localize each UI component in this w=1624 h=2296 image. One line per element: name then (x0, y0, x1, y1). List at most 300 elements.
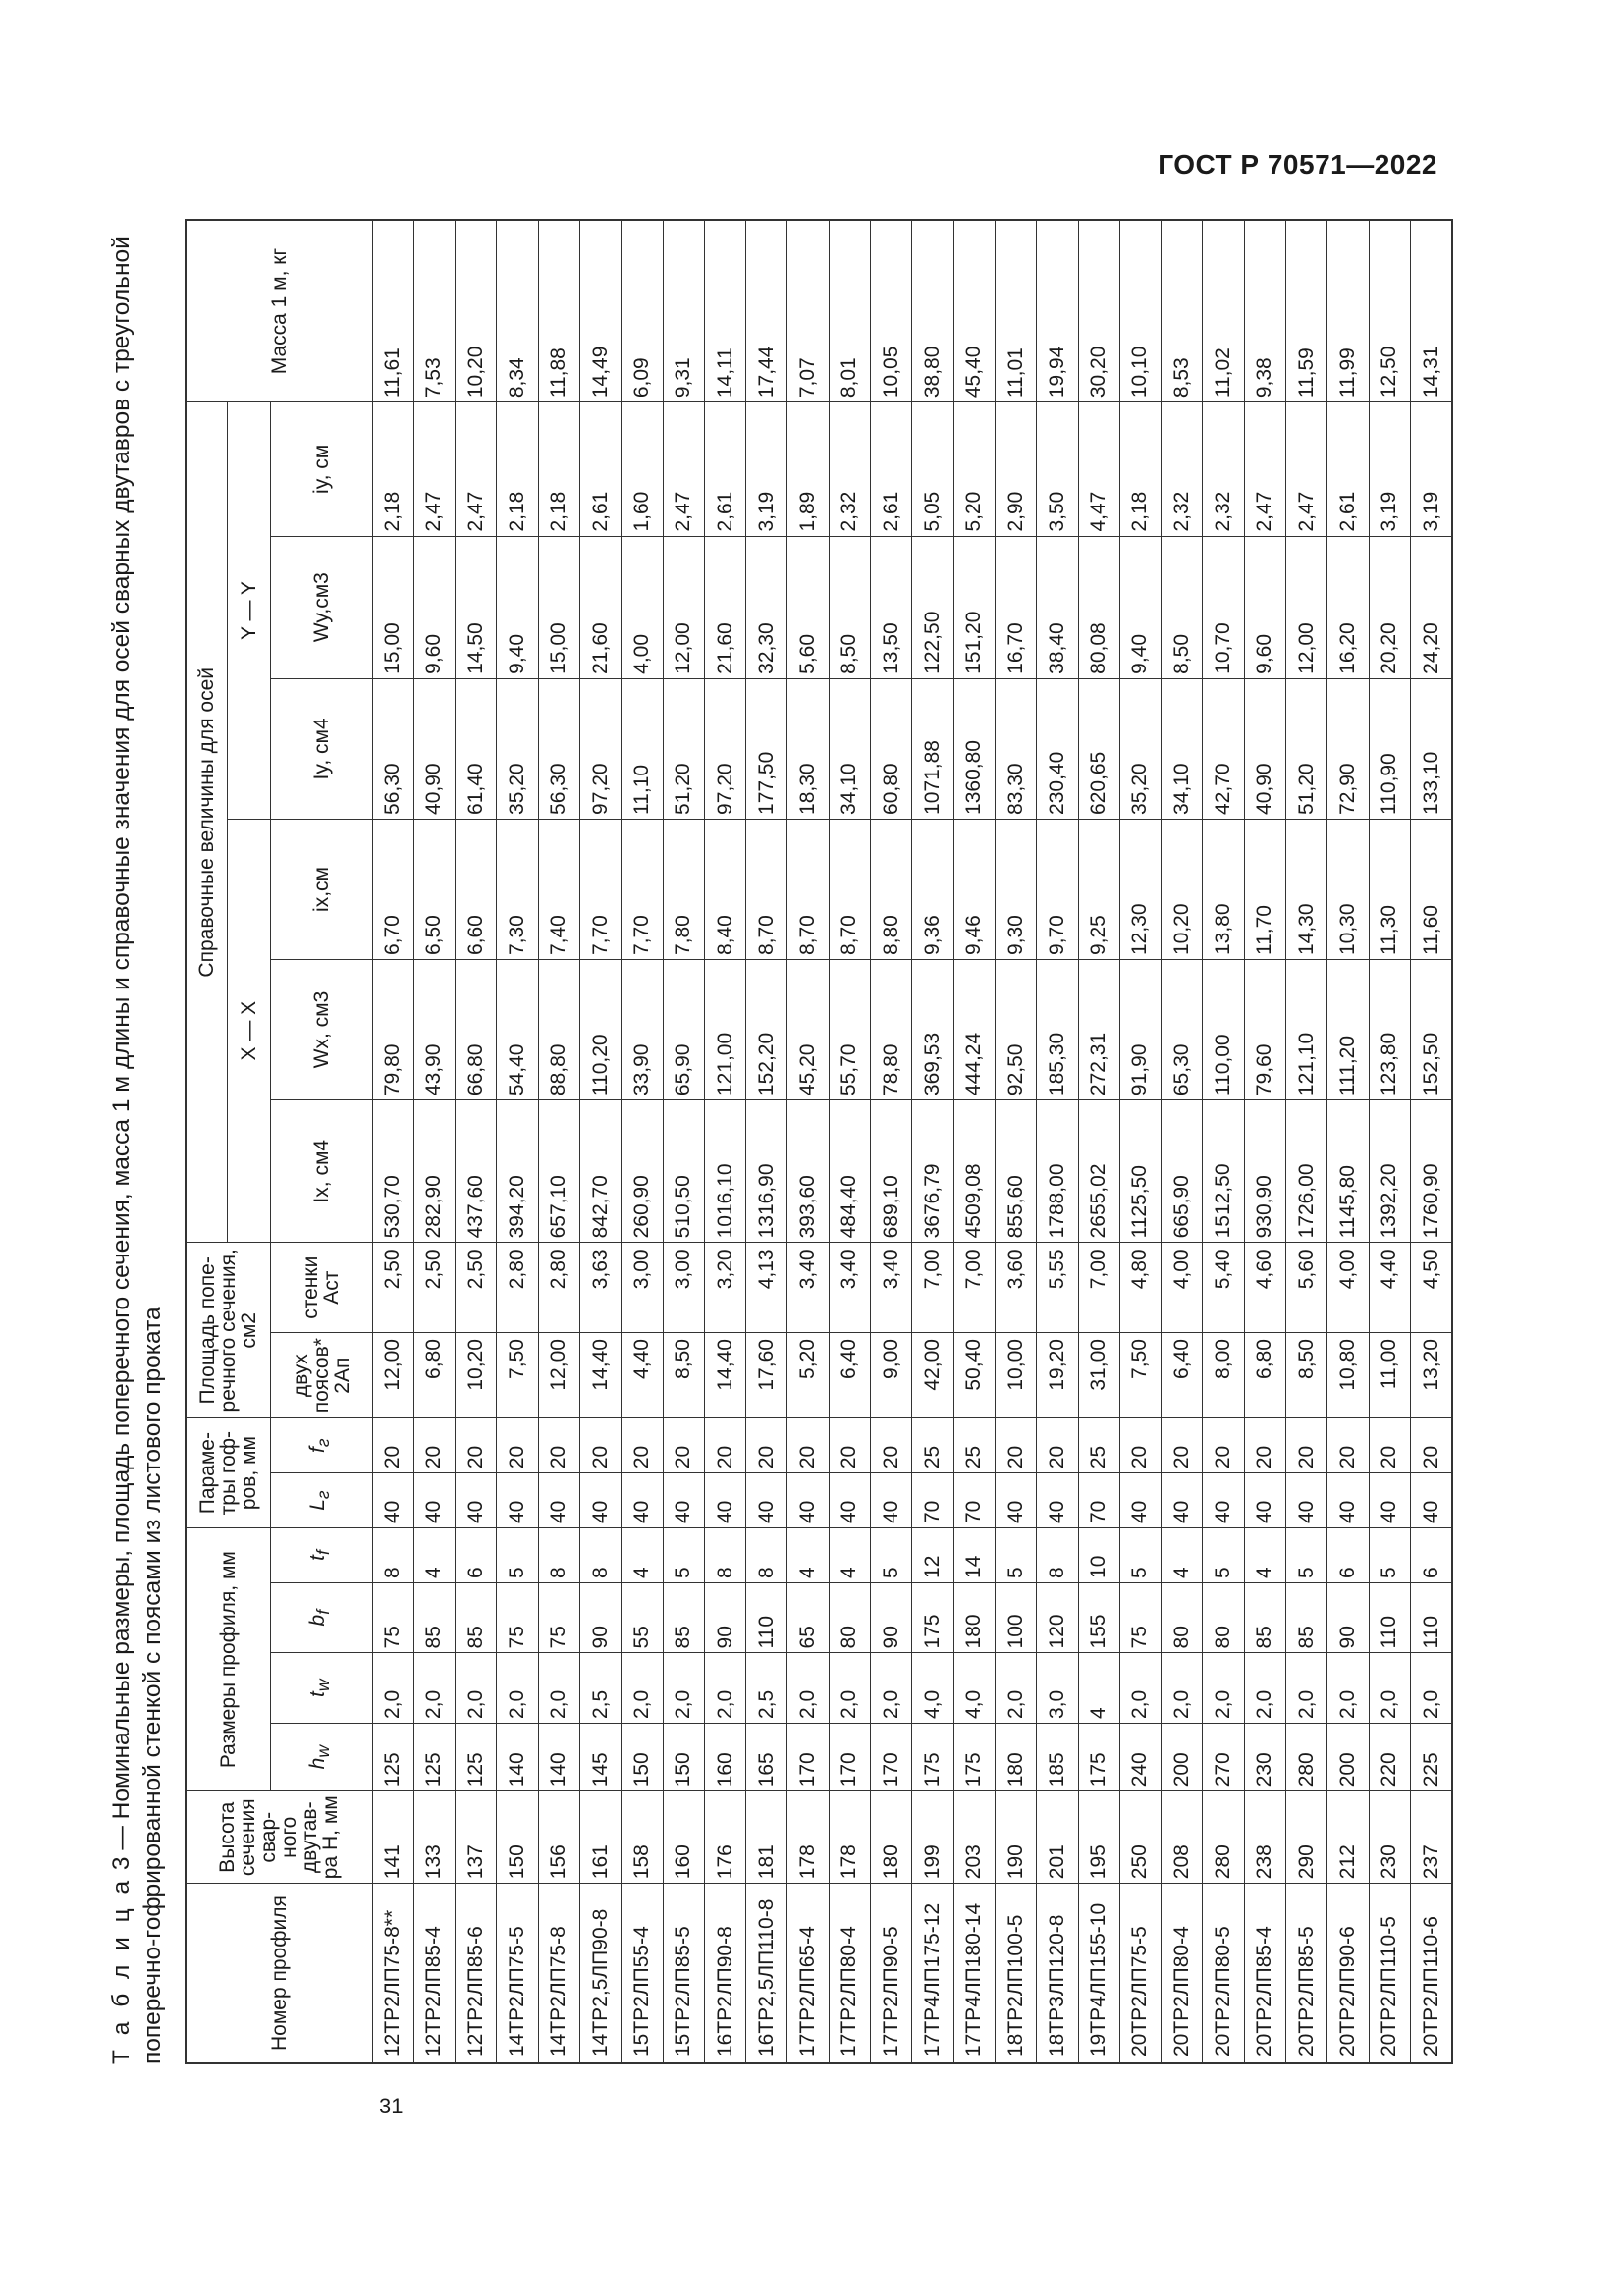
table-cell: 6,50 (413, 819, 455, 959)
table-row (1078, 220, 1119, 2063)
table-cell: 40 (871, 1473, 912, 1528)
table-cell: 225 (1410, 1724, 1452, 1791)
table-cell: 20 (829, 1418, 870, 1473)
table-cell: 4,0 (953, 1653, 995, 1724)
profile-name-cell: 15ТР2ЛП55-4 (622, 1884, 663, 2063)
table-row (1286, 220, 1327, 2063)
table-cell: 4 (1162, 1528, 1203, 1583)
table-row (1162, 220, 1203, 2063)
table-cell: 4 (1244, 1528, 1285, 1583)
caption-table-word: Т а б л и ц а (108, 1876, 135, 2064)
table-cell: 121,10 (1286, 960, 1327, 1100)
table-cell: 842,70 (579, 1100, 621, 1243)
profile-name-cell: 14ТР2ЛП75-8 (538, 1884, 579, 2063)
table-row (1244, 220, 1285, 2063)
table-cell: 6,40 (1162, 1333, 1203, 1418)
table-cell: 8,70 (787, 819, 829, 959)
table-cell: 7,00 (953, 1243, 995, 1333)
table-cell: 170 (787, 1724, 829, 1791)
table-cell: 6 (1410, 1528, 1452, 1583)
table-body (372, 220, 1452, 2063)
table-row (622, 220, 663, 2063)
table-cell: 1392,20 (1369, 1100, 1410, 1243)
table-cell: 9,60 (413, 536, 455, 678)
table-cell: 2,47 (663, 402, 704, 536)
col-tw: $t_w$ (270, 1653, 372, 1724)
table-cell: 45,20 (787, 960, 829, 1100)
table-cell: 10,05 (871, 220, 912, 402)
col-section-height: Высота сечения сварного двутавра H, мм (186, 1791, 372, 1884)
table-cell: 14 (953, 1528, 995, 1583)
table-cell: 7,00 (912, 1243, 953, 1333)
table-cell: 9,36 (912, 819, 953, 959)
table-cell: 61,40 (456, 678, 497, 819)
table-cell: 72,90 (1327, 678, 1369, 819)
profile-name-cell: 14ТР2ЛП75-5 (497, 1884, 538, 2063)
table-cell: 175 (1078, 1724, 1119, 1791)
table-cell: 855,60 (995, 1100, 1036, 1243)
table-cell: 177,50 (746, 678, 787, 819)
table-cell: 4 (1078, 1653, 1119, 1724)
table-cell: 11,70 (1244, 819, 1285, 959)
table-cell: 5,40 (1203, 1243, 1244, 1333)
table-cell: 4 (413, 1528, 455, 1583)
table-cell: 11,99 (1327, 220, 1369, 402)
table-cell: 65,90 (663, 960, 704, 1100)
table-row (746, 220, 787, 2063)
table-cell: 20 (1369, 1418, 1410, 1473)
caption-line-2: поперечно-гофрированной стенкой с поясами из листового проката (139, 1307, 166, 2064)
table-cell: 2,0 (497, 1653, 538, 1724)
table-cell: 8 (538, 1528, 579, 1583)
table-cell: 4,50 (1410, 1243, 1452, 1333)
table-cell: 25 (912, 1418, 953, 1473)
table-cell: 4,80 (1119, 1243, 1161, 1333)
table-cell: 6 (1327, 1528, 1369, 1583)
table-cell: 8,01 (829, 220, 870, 402)
table-cell: 9,38 (1244, 220, 1285, 402)
table-cell: 2,61 (579, 402, 621, 536)
table-cell: 2,61 (871, 402, 912, 536)
table-cell: 238 (1244, 1791, 1285, 1884)
table-cell: 20 (622, 1418, 663, 1473)
table-cell: 20 (1119, 1418, 1161, 1473)
table-cell: 2,0 (538, 1653, 579, 1724)
table-cell: 40 (663, 1473, 704, 1528)
table-cell: 9,30 (995, 819, 1036, 959)
table-cell: 75 (497, 1582, 538, 1653)
table-cell: 7,07 (787, 220, 829, 402)
table-cell: 51,20 (663, 678, 704, 819)
table-cell: 15,00 (372, 536, 413, 678)
table-cell: 12,50 (1369, 220, 1410, 402)
table-cell: 140 (497, 1724, 538, 1791)
table-cell: 40 (1327, 1473, 1369, 1528)
table-cell: 152,50 (1410, 960, 1452, 1100)
table-cell: 3,40 (787, 1243, 829, 1333)
table-row (787, 220, 829, 2063)
table-cell: 20 (497, 1418, 538, 1473)
table-cell: 42,00 (912, 1333, 953, 1418)
col-bf: $b_f$ (270, 1582, 372, 1653)
table-cell: 2,0 (1410, 1653, 1452, 1724)
col-web: стенки Aст (270, 1243, 372, 1333)
table-row (456, 220, 497, 2063)
table-row (579, 220, 621, 2063)
table-row (1037, 220, 1078, 2063)
table-cell: 38,40 (1037, 536, 1078, 678)
table-cell: 60,80 (871, 678, 912, 819)
table-row (704, 220, 745, 2063)
table-cell: 20 (538, 1418, 579, 1473)
table-cell: 1,60 (622, 402, 663, 536)
table-cell: 80 (1203, 1582, 1244, 1653)
table-cell: 40 (1286, 1473, 1327, 1528)
col-tf: $t_f$ (270, 1528, 372, 1583)
table-cell: 24,20 (1410, 536, 1452, 678)
table-cell: 5,60 (1286, 1243, 1327, 1333)
profile-name-cell: 12ТР2ЛП85-4 (413, 1884, 455, 2063)
table-cell: 175 (953, 1724, 995, 1791)
table-cell: 190 (995, 1791, 1036, 1884)
table-cell: 200 (1327, 1724, 1369, 1791)
table-cell: 6 (456, 1528, 497, 1583)
table-cell: 97,20 (704, 678, 745, 819)
table-row (1203, 220, 1244, 2063)
table-cell: 444,24 (953, 960, 995, 1100)
table-cell: 2,80 (538, 1243, 579, 1333)
table-row (413, 220, 455, 2063)
table-cell: 2,50 (413, 1243, 455, 1333)
table-cell: 2,0 (1369, 1653, 1410, 1724)
table-cell: 12,30 (1119, 819, 1161, 959)
table-cell: 145 (579, 1724, 621, 1791)
table-cell: 122,50 (912, 536, 953, 678)
document-code: ГОСТ Р 70571—2022 (1158, 149, 1437, 180)
table-cell: 5,60 (787, 536, 829, 678)
table-cell: 4 (787, 1528, 829, 1583)
table-cell: 11,10 (622, 678, 663, 819)
table-cell: 20 (579, 1418, 621, 1473)
profile-name-cell: 18ТР2ЛП100-5 (995, 1884, 1036, 2063)
profile-name-cell: 17ТР2ЛП90-5 (871, 1884, 912, 2063)
table-cell: 6,80 (1244, 1333, 1285, 1418)
table-header (186, 220, 372, 2063)
table-cell: 152,20 (746, 960, 787, 1100)
table-cell: 2,18 (1119, 402, 1161, 536)
table-cell: 270 (1203, 1724, 1244, 1791)
table-cell: 369,53 (912, 960, 953, 1100)
col-Wy: Wy,см3 (270, 536, 372, 678)
table-row (1369, 220, 1410, 2063)
table-cell: 21,60 (704, 536, 745, 678)
table-cell: 13,50 (871, 536, 912, 678)
table-cell: 8,80 (871, 819, 912, 959)
table-cell: 51,20 (1286, 678, 1327, 819)
profiles-table (185, 219, 1453, 2064)
table-cell: 7,80 (663, 819, 704, 959)
table-cell: 1016,10 (704, 1100, 745, 1243)
table-cell: 7,53 (413, 220, 455, 402)
table-cell: 9,70 (1037, 819, 1078, 959)
table-cell: 5 (995, 1528, 1036, 1583)
table-cell: 2,0 (829, 1653, 870, 1724)
table-cell: 4509,08 (953, 1100, 995, 1243)
table-cell: 90 (579, 1582, 621, 1653)
table-cell: 100 (995, 1582, 1036, 1653)
table-cell: 125 (372, 1724, 413, 1791)
profile-name-cell: 20ТР2ЛП110-5 (1369, 1884, 1410, 2063)
table-cell: 3,00 (663, 1243, 704, 1333)
table-cell: 20 (787, 1418, 829, 1473)
table-cell: 16,70 (995, 536, 1036, 678)
table-cell: 110,90 (1369, 678, 1410, 819)
col-iy: iy, см (270, 402, 372, 536)
table-cell: 156 (538, 1791, 579, 1884)
table-cell: 657,10 (538, 1100, 579, 1243)
table-cell: 85 (663, 1582, 704, 1653)
table-cell: 200 (1162, 1724, 1203, 1791)
table-cell: 110 (746, 1582, 787, 1653)
table-row (1410, 220, 1452, 2063)
table-cell: 151,20 (953, 536, 995, 678)
table-cell: 175 (912, 1724, 953, 1791)
table-cell: 90 (871, 1582, 912, 1653)
table-cell: 3,19 (1410, 402, 1452, 536)
table-cell: 5 (497, 1528, 538, 1583)
table-cell: 170 (871, 1724, 912, 1791)
table-cell: 35,20 (497, 678, 538, 819)
table-cell: 1,89 (787, 402, 829, 536)
table-cell: 54,40 (497, 960, 538, 1100)
table-cell: 161 (579, 1791, 621, 1884)
table-cell: 5 (1119, 1528, 1161, 1583)
table-cell: 40 (1037, 1473, 1078, 1528)
table-cell: 90 (1327, 1582, 1369, 1653)
col-hw: $h_w$ (270, 1724, 372, 1791)
table-cell: 178 (787, 1791, 829, 1884)
table-cell: 85 (456, 1582, 497, 1653)
table-cell: 80 (1162, 1582, 1203, 1653)
table-cell: 4,13 (746, 1243, 787, 1333)
table-cell: 110 (1410, 1582, 1452, 1653)
table-cell: 2,0 (995, 1653, 1036, 1724)
table-cell: 20 (871, 1418, 912, 1473)
table-cell: 125 (413, 1724, 455, 1791)
profile-name-cell: 20ТР2ЛП75-5 (1119, 1884, 1161, 2063)
table-cell: 195 (1078, 1791, 1119, 1884)
table-cell: 42,70 (1203, 678, 1244, 819)
table-cell: 8,50 (663, 1333, 704, 1418)
col-Lr: $L_г$ (270, 1473, 372, 1528)
table-row (829, 220, 870, 2063)
table-cell: 12,00 (538, 1333, 579, 1418)
table-cell: 8,70 (746, 819, 787, 959)
table-cell: 30,20 (1078, 220, 1119, 402)
table-cell: 13,80 (1203, 819, 1244, 959)
table-cell: 11,00 (1369, 1333, 1410, 1418)
table-cell: 97,20 (579, 678, 621, 819)
table-cell: 11,59 (1286, 220, 1327, 402)
table-cell: 930,90 (1244, 1100, 1285, 1243)
table-cell: 34,10 (1162, 678, 1203, 819)
profile-name-cell: 17ТР2ЛП80-4 (829, 1884, 870, 2063)
table-cell: 90 (704, 1582, 745, 1653)
table-cell: 8 (746, 1528, 787, 1583)
table-cell: 75 (1119, 1582, 1161, 1653)
table-cell: 2,0 (1286, 1653, 1327, 1724)
table-cell: 14,30 (1286, 819, 1327, 959)
table-cell: 33,90 (622, 960, 663, 1100)
table-cell: 78,80 (871, 960, 912, 1100)
col-Wx: Wx, см3 (270, 960, 372, 1100)
table-cell: 8,40 (704, 819, 745, 959)
table-cell: 18,30 (787, 678, 829, 819)
table-cell: 160 (663, 1791, 704, 1884)
table-cell: 75 (372, 1582, 413, 1653)
table-cell: 65,30 (1162, 960, 1203, 1100)
table-cell: 3,0 (1037, 1653, 1078, 1724)
table-cell: 11,02 (1203, 220, 1244, 402)
table-cell: 5 (1286, 1528, 1327, 1583)
table-cell: 230,40 (1037, 678, 1078, 819)
table-cell: 181 (746, 1791, 787, 1884)
table-cell: 70 (953, 1473, 995, 1528)
table-cell: 4,00 (1162, 1243, 1203, 1333)
table-cell: 25 (953, 1418, 995, 1473)
table-cell: 10,70 (1203, 536, 1244, 678)
table-cell: 178 (829, 1791, 870, 1884)
table-cell: 75 (538, 1582, 579, 1653)
table-cell: 40 (1244, 1473, 1285, 1528)
table-cell: 45,40 (953, 220, 995, 402)
table-cell: 85 (413, 1582, 455, 1653)
table-cell: 20,20 (1369, 536, 1410, 678)
profile-name-cell: 16ТР2ЛП90-8 (704, 1884, 745, 2063)
table-cell: 3,63 (579, 1243, 621, 1333)
table-cell: 10,00 (995, 1333, 1036, 1418)
table-cell: 50,40 (953, 1333, 995, 1418)
table-cell: 2,0 (622, 1653, 663, 1724)
table-cell: 230 (1369, 1791, 1410, 1884)
table-cell: 2,47 (456, 402, 497, 536)
table-cell: 2,0 (1162, 1653, 1203, 1724)
table-cell: 14,40 (579, 1333, 621, 1418)
table-cell: 121,00 (704, 960, 745, 1100)
table-cell: 11,60 (1410, 819, 1452, 959)
table-cell: 17,44 (746, 220, 787, 402)
table-cell: 20 (456, 1418, 497, 1473)
table-cell: 180 (871, 1791, 912, 1884)
table-cell: 437,60 (456, 1100, 497, 1243)
table-cell: 40 (1119, 1473, 1161, 1528)
table-cell: 150 (663, 1724, 704, 1791)
table-cell: 20 (1162, 1418, 1203, 1473)
table-cell: 4,00 (622, 536, 663, 678)
table-cell: 40 (538, 1473, 579, 1528)
table-cell: 2,0 (413, 1653, 455, 1724)
table-cell: 2,18 (372, 402, 413, 536)
table-cell: 2,32 (829, 402, 870, 536)
table-cell: 7,70 (579, 819, 621, 959)
table-cell: 2,0 (1119, 1653, 1161, 1724)
table-cell: 484,40 (829, 1100, 870, 1243)
table-row (538, 220, 579, 2063)
table-cell: 8,50 (1162, 536, 1203, 678)
table-cell: 5,55 (1037, 1243, 1078, 1333)
table-cell: 201 (1037, 1791, 1078, 1884)
table-cell: 40 (829, 1473, 870, 1528)
table-cell: 1360,80 (953, 678, 995, 819)
table-cell: 11,01 (995, 220, 1036, 402)
table-cell: 110,00 (1203, 960, 1244, 1100)
table-row (663, 220, 704, 2063)
table-cell: 4,40 (1369, 1243, 1410, 1333)
table-cell: 237 (1410, 1791, 1452, 1884)
col-two-flanges: двух поясов* 2Aп (270, 1333, 372, 1418)
table-cell: 40 (746, 1473, 787, 1528)
table-cell: 2,61 (704, 402, 745, 536)
col-Ix: Ix, см4 (270, 1100, 372, 1243)
table-cell: 176 (704, 1791, 745, 1884)
table-cell: 91,90 (1119, 960, 1161, 1100)
table-cell: 20 (1203, 1418, 1244, 1473)
table-cell: 120 (1037, 1582, 1078, 1653)
table-cell: 2,32 (1162, 402, 1203, 536)
table-cell: 185,30 (1037, 960, 1078, 1100)
table-cell: 2,0 (871, 1653, 912, 1724)
table-cell: 20 (704, 1418, 745, 1473)
table-cell: 10,20 (456, 220, 497, 402)
table-cell: 665,90 (1162, 1100, 1203, 1243)
table-cell: 125 (456, 1724, 497, 1791)
col-Iy: Iy, см4 (270, 678, 372, 819)
table-cell: 70 (912, 1473, 953, 1528)
table-cell: 20 (1327, 1418, 1369, 1473)
table-cell: 2,5 (746, 1653, 787, 1724)
table-cell: 38,80 (912, 220, 953, 402)
table-cell: 4 (829, 1528, 870, 1583)
table-cell: 155 (1078, 1582, 1119, 1653)
col-group-area: Площадь поперечного сечения, см2 (186, 1243, 270, 1418)
table-cell: 3,19 (746, 402, 787, 536)
table-cell: 1145,80 (1327, 1100, 1369, 1243)
table-cell: 40 (1410, 1473, 1452, 1528)
table-cell: 2655,02 (1078, 1100, 1119, 1243)
profile-name-cell: 18ТР3ЛП120-8 (1037, 1884, 1078, 2063)
table-cell: 35,20 (1119, 678, 1161, 819)
col-mass: Масса 1 м, кг (186, 220, 372, 402)
table-cell: 2,47 (413, 402, 455, 536)
table-cell: 110 (1369, 1582, 1410, 1653)
profile-name-cell: 20ТР2ЛП80-4 (1162, 1884, 1203, 2063)
table-cell: 8,50 (829, 536, 870, 678)
table-cell: 250 (1119, 1791, 1161, 1884)
table-cell: 70 (1078, 1473, 1119, 1528)
table-row (497, 220, 538, 2063)
table-cell: 8,70 (829, 819, 870, 959)
table-cell: 14,40 (704, 1333, 745, 1418)
table-cell: 8 (704, 1528, 745, 1583)
table-cell: 203 (953, 1791, 995, 1884)
table-cell: 5,05 (912, 402, 953, 536)
table-cell: 56,30 (538, 678, 579, 819)
profile-name-cell: 15ТР2ЛП85-5 (663, 1884, 704, 2063)
col-group-axis-y: Y — Y (227, 402, 270, 820)
table-cell: 5,20 (953, 402, 995, 536)
table-cell: 170 (829, 1724, 870, 1791)
table-cell: 141 (372, 1791, 413, 1884)
